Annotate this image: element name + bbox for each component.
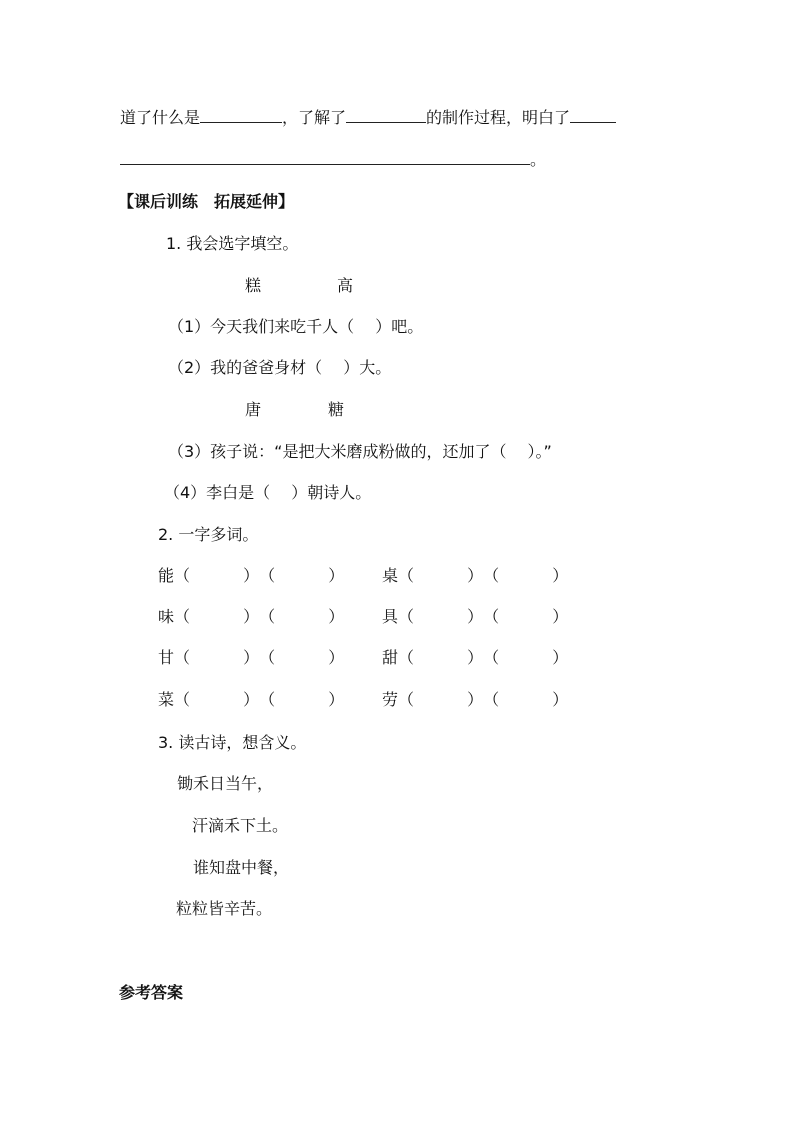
answers-title: 参考答案 xyxy=(119,983,184,1002)
intro-text-a: 道了什么是 xyxy=(120,108,201,127)
q2-paren[interactable]: （ ） xyxy=(398,648,484,667)
q2-char: 劳 xyxy=(382,690,399,709)
q2-paren[interactable]: （ ） xyxy=(398,607,484,626)
q2-row-3-right xyxy=(382,648,568,668)
q2-char: 味 xyxy=(158,607,175,626)
q2-paren[interactable]: （ ） xyxy=(259,648,345,667)
q2-paren[interactable]: （ ） xyxy=(259,607,345,626)
q1-char-gao1: 糕 xyxy=(245,276,262,295)
q2-row-4-right xyxy=(382,690,568,710)
intro-line-1 xyxy=(120,108,616,128)
q2-row-2 xyxy=(158,607,344,627)
q2-title: 2. 一字多词。 xyxy=(158,525,259,544)
q2-paren[interactable]: （ ） xyxy=(174,607,260,626)
q1-title: 1. 我会选字填空。 xyxy=(166,234,299,253)
section-title: 【课后训练 拓展延伸】 xyxy=(118,192,295,211)
q1-char-tang1: 唐 xyxy=(245,400,262,419)
q2-row-4 xyxy=(158,690,344,710)
q2-char: 甘 xyxy=(158,648,175,667)
q2-paren[interactable]: （ ） xyxy=(398,690,484,709)
q1-char-tang2: 糖 xyxy=(328,400,345,419)
q2-paren[interactable]: （ ） xyxy=(398,566,484,585)
poem-line-2: 汗滴禾下土。 xyxy=(192,816,289,835)
poem-line-1: 锄禾日当午， xyxy=(177,774,274,793)
q2-paren[interactable]: （ ） xyxy=(483,566,569,585)
q1-char-gao2: 高 xyxy=(337,276,354,295)
q2-paren[interactable]: （ ） xyxy=(259,566,345,585)
q1-item-1: （1）今天我们来吃千人（ ）吧。 xyxy=(168,317,424,336)
q2-paren[interactable]: （ ） xyxy=(483,648,569,667)
intro-text-c: 的制作过程，明白了 xyxy=(426,108,571,127)
q2-paren[interactable]: （ ） xyxy=(483,690,569,709)
q2-paren[interactable]: （ ） xyxy=(174,566,260,585)
intro-line-2 xyxy=(120,150,546,170)
q2-paren[interactable]: （ ） xyxy=(174,648,260,667)
blank-4[interactable] xyxy=(120,150,530,165)
q2-char: 甜 xyxy=(382,648,399,667)
intro-text-b: ，了解了 xyxy=(282,108,347,127)
q1-item-3: （3）孩子说：“是把大米磨成粉做的，还加了（ ）。” xyxy=(168,442,552,461)
blank-2[interactable] xyxy=(346,108,426,123)
poem-line-4: 粒粒皆辛苦。 xyxy=(176,899,273,918)
q2-paren[interactable]: （ ） xyxy=(174,690,260,709)
q2-char: 具 xyxy=(382,607,399,626)
q2-row-1 xyxy=(158,566,344,586)
q1-item-2: （2）我的爸爸身材（ ）大。 xyxy=(168,358,392,377)
q2-row-3 xyxy=(158,648,344,668)
q3-title: 3. 读古诗，想含义。 xyxy=(158,733,307,752)
q1-item-4: （4）李白是（ ）朝诗人。 xyxy=(164,483,372,502)
blank-3[interactable] xyxy=(570,108,616,123)
intro-line-end: 。 xyxy=(530,150,547,169)
q2-paren[interactable]: （ ） xyxy=(259,690,345,709)
q2-char: 菜 xyxy=(158,690,175,709)
q2-paren[interactable]: （ ） xyxy=(483,607,569,626)
q2-row-1-right xyxy=(382,566,568,586)
q2-char: 能 xyxy=(158,566,175,585)
q2-row-2-right xyxy=(382,607,568,627)
blank-1[interactable] xyxy=(200,108,282,123)
q2-char: 桌 xyxy=(382,566,399,585)
poem-line-3: 谁知盘中餐， xyxy=(193,858,290,877)
